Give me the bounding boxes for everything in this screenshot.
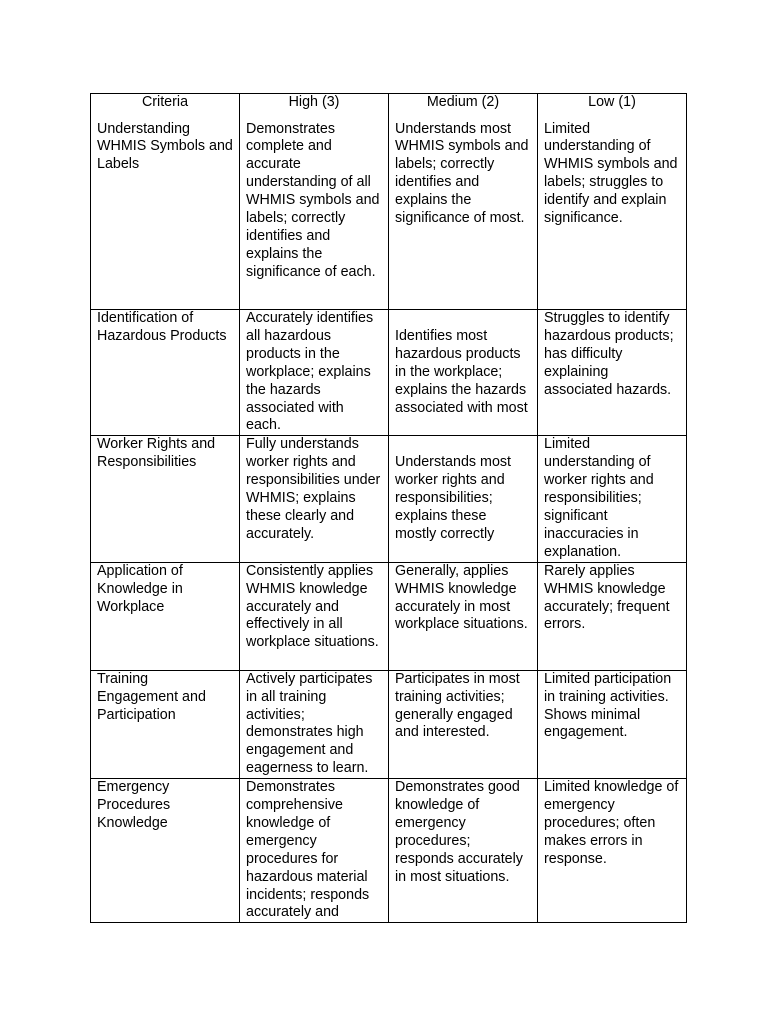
high-cell: Accurately identifies all hazardous products in the workplace; explains the hazards associated with each. xyxy=(240,310,389,436)
table-row xyxy=(91,779,687,923)
criteria-cell: Emergency Procedures Knowledge xyxy=(91,779,240,923)
table-row xyxy=(91,670,687,778)
low-cell: Rarely applies WHMIS knowledge accurately; frequent errors. xyxy=(538,562,687,670)
rubric-table xyxy=(90,93,687,923)
low-cell: Limited knowledge of emergency procedures; often makes errors in response. xyxy=(538,779,687,923)
medium-cell: Participates in most training activities; generally engaged and interested. xyxy=(389,670,538,778)
criteria-cell: Worker Rights and Responsibilities xyxy=(91,436,240,562)
table-row xyxy=(91,121,687,310)
header-low: Low (1) xyxy=(538,94,687,121)
criteria-cell: Application of Knowledge in Workplace xyxy=(91,562,240,670)
high-cell: Fully understands worker rights and responsibilities under WHMIS; explains these clearly and accurately. xyxy=(240,436,389,562)
medium-cell: Understands most WHMIS symbols and labels; correctly identifies and explains the significance of most. xyxy=(389,121,538,310)
medium-cell: Identifies most hazardous products in the workplace; explains the hazards associated with most xyxy=(389,310,538,436)
high-cell: Actively participates in all training activities; demonstrates high engagement and eagerness to learn. xyxy=(240,670,389,778)
header-row xyxy=(91,94,687,121)
low-cell: Limited understanding of worker rights and responsibilities; significant inaccuracies in explanation. xyxy=(538,436,687,562)
low-cell: Struggles to identify hazardous products; has difficulty explaining associated hazards. xyxy=(538,310,687,436)
table-row xyxy=(91,436,687,562)
low-cell: Limited understanding of WHMIS symbols and labels; struggles to identify and explain significance. xyxy=(538,121,687,310)
header-criteria: Criteria xyxy=(91,94,240,121)
header-medium: Medium (2) xyxy=(389,94,538,121)
table-row xyxy=(91,562,687,670)
medium-cell: Demonstrates good knowledge of emergency procedures; responds accurately in most situations. xyxy=(389,779,538,923)
high-cell: Demonstrates comprehensive knowledge of emergency procedures for hazardous material incidents; responds accurately and xyxy=(240,779,389,923)
criteria-cell: Identification of Hazardous Products xyxy=(91,310,240,436)
high-cell: Demonstrates complete and accurate understanding of all WHMIS symbols and labels; correctly identifies and explains the significance of each. xyxy=(240,121,389,310)
medium-cell: Generally, applies WHMIS knowledge accurately in most workplace situations. xyxy=(389,562,538,670)
low-cell: Limited participation in training activities. Shows minimal engagement. xyxy=(538,670,687,778)
criteria-cell: Understanding WHMIS Symbols and Labels xyxy=(91,121,240,310)
header-high: High (3) xyxy=(240,94,389,121)
high-cell: Consistently applies WHMIS knowledge accurately and effectively in all workplace situations. xyxy=(240,562,389,670)
medium-cell: Understands most worker rights and responsibilities; explains these mostly correctly xyxy=(389,436,538,562)
table-row xyxy=(91,310,687,436)
criteria-cell: Training Engagement and Participation xyxy=(91,670,240,778)
